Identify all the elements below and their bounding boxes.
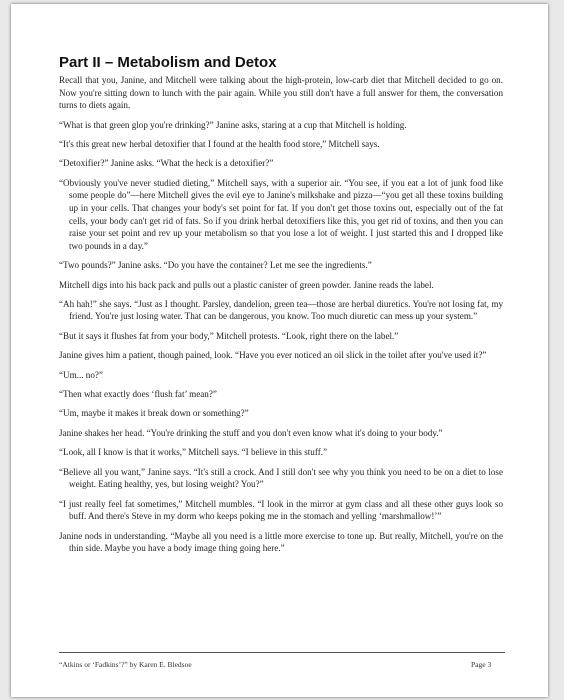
paragraph: “Two pounds?” Janine asks. “Do you have the container? Let me see the ingredients.”	[59, 260, 372, 271]
document-page	[11, 4, 548, 697]
paragraph: “Ah hah!” she says. “Just as I thought. Parsley, dandelion, green tea—those are herbal diuretics. You're not losing fat, my friend. You're just losing water. That can be dangerous, you know. Too much diuretic can mess up your system.”	[59, 298, 503, 322]
paragraph: Mitchell digs into his back pack and pulls out a plastic canister of green powder. Janine reads the label.	[59, 279, 434, 290]
paragraph: “But it says it flushes fat from your body,” Mitchell protests. “Look, right there on the label.”	[59, 330, 399, 341]
paragraph: Janine gives him a patient, though pained, look. “Have you ever noticed an oil slick in the toilet after you've used it?”	[59, 350, 487, 361]
section-heading: Part II – Metabolism and Detox	[59, 54, 277, 71]
paragraph: “What is that green glop you're drinking?” Janine asks, staring at a cup that Mitchell is holding.	[59, 119, 407, 130]
paragraph: “Look, all I know is that it works,” Mitchell says. “I believe in this stuff.”	[59, 447, 328, 458]
footer-divider	[59, 652, 505, 653]
paragraph: “Believe all you want,” Janine says. “It's still a crock. And I still don't see why you think you need to be on a diet to lose weight. Eating healthy, yes, but losing weight? You?”	[59, 466, 503, 490]
paragraph: “It's this great new herbal detoxifier that I found at the health food store,” Mitchell says.	[59, 138, 380, 149]
paragraph-intro: Recall that you, Janine, and Mitchell were talking about the high-protein, low-carb diet that Mitchell decided to go on. Now you're sitting down to lunch with the pair again. While you still don't have a full answer for them, the conversation turns to diets again.	[59, 75, 503, 111]
paragraph: “Um... no?”	[59, 369, 103, 380]
paragraph: “I just really feel fat sometimes,” Mitchell mumbles. “I look in the mirror at gym class and all these other guys look so buff. And there's Steve in my dorm who keeps poking me in the stomach and yelling ‘marshmallow!’”	[59, 498, 503, 522]
paragraph: Janine nods in understanding. “Maybe all you need is a little more exercise to tone up. But really, Mitchell, you're on the thin side. Maybe you have a body image thing going here.”	[59, 530, 503, 554]
paragraph: “Detoxifier?” Janine asks. “What the heck is a detoxifier?”	[59, 158, 274, 169]
page-number: Page 3	[471, 660, 492, 669]
paragraph: “Then what exactly does ‘flush fat’ mean?”	[59, 389, 217, 400]
page-content	[59, 54, 503, 562]
footer-citation: “Atkins or ‘Fadkins’?” by Karen E. Bledsoe	[59, 660, 192, 669]
paragraph: Janine shakes her head. “You're drinking the stuff and you don't even know what it's doing to your body.”	[59, 427, 443, 438]
paragraph: “Um, maybe it makes it break down or something?”	[59, 408, 249, 419]
paragraph: “Obviously you've never studied dieting,” Mitchell says, with a superior air. “You see, if you eat a lot of junk food like some people do”—here Mitchell gives the evil eye to Janine's milkshake and pizza—“you get all these toxins building up in your cells. That changes your body's set point for fat. If you don't get those toxins out, especially out of the fat cells, your body can't get rid of fats. So if you drink herbal detoxifiers like this, you get rid of toxins, and then you can raise your set point and rev up your metabolism so that you lose a lot of weight. I just started this and I dropped like two pounds in a day.”	[59, 177, 503, 251]
